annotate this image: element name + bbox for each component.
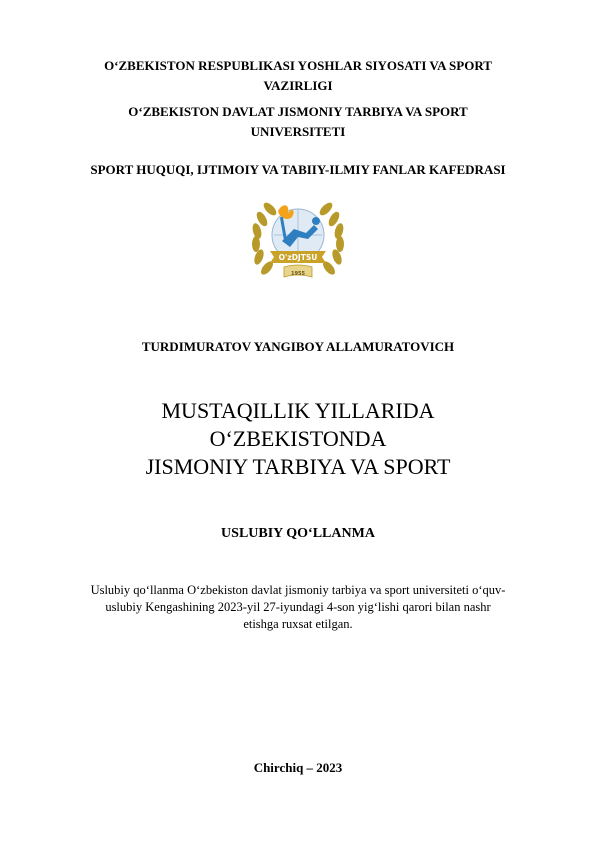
document-type: USLUBIY QO‘LLANMA — [221, 526, 375, 541]
university-line-1: O‘ZBEKISTON DAVLAT JISMONIY TARBIYA VA SPORT — [128, 104, 468, 119]
author-name: TURDIMURATOV YANGIBOY ALLAMURATOVICH — [141, 339, 455, 354]
logo-year-text: 1955 — [291, 271, 305, 277]
approval-note-line-3: etishga ruxsat etilgan. — [243, 617, 353, 631]
ministry-line-1: O‘ZBEKISTON RESPUBLIKASI YOSHLAR SIYOSATI VA SPORT — [104, 58, 492, 73]
title-line-2: O‘ZBEKISTONDA — [209, 426, 387, 451]
university-emblem-icon — [248, 189, 348, 289]
title-line-3: JISMONIY TARBIYA VA SPORT — [145, 454, 451, 479]
place-and-year: Chirchiq – 2023 — [253, 760, 343, 775]
university-line-2: UNIVERSITETI — [250, 124, 346, 139]
logo-ribbon-text: O'zDJTSU — [278, 253, 318, 262]
department-name: SPORT HUQUQI, IJTIMOIY VA TABIIY-ILMIY FANLAR KAFEDRASI — [90, 162, 506, 177]
approval-note-line-2: uslubiy Kengashining 2023-yil 27-iyundagi 4-son yig‘lishi qarori bilan nashr — [105, 600, 491, 614]
ministry-line-2: VAZIRLIGI — [263, 78, 333, 93]
title-line-1: MUSTAQILLIK YILLARIDA — [161, 398, 435, 423]
approval-note-line-1: Uslubiy qo‘llanma O‘zbekiston davlat jismoniy tarbiya va sport universiteti o‘quv- — [90, 583, 506, 597]
